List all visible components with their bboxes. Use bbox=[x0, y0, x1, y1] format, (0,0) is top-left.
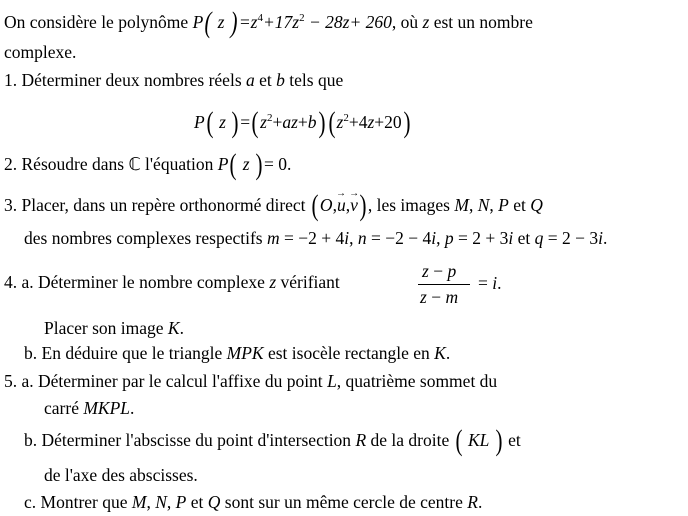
question-5a-line-1: 5. a. Déterminer par le calcul l'affixe du point L, quatrième sommet du bbox=[4, 371, 498, 391]
fraction-equation: z − p = i. z − m bbox=[420, 261, 502, 307]
question-5a-line-2: carré MKPL. bbox=[44, 398, 135, 418]
question-5c: c. Montrer que M, N, P et Q sont sur un même cercle de centre R. bbox=[24, 492, 483, 512]
intro-line-2: complexe. bbox=[4, 42, 77, 62]
question-4a: 4. a. Déterminer le nombre complexe z vérifiant bbox=[4, 272, 340, 292]
question-1: 1. Déterminer deux nombres réels a et b tels que bbox=[4, 70, 344, 90]
question-4a-place: Placer son image K. bbox=[44, 318, 184, 338]
question-5b-line-1: b. Déterminer l'abscisse du point d'intersection R de la droite ( KL ) et bbox=[24, 424, 521, 457]
polynomial-definition: P( z )$=z^4+17z^2 - 28z+ 260$ bbox=[192, 6, 392, 39]
question-4b: b. En déduire que le triangle MPK est isocèle rectangle en K. bbox=[24, 343, 451, 363]
factorization-formula: P( z )$=(z^2+az+b)$ $(z^2+4z+20)$ bbox=[194, 106, 411, 139]
question-3-line-2: des nombres complexes respectifs m = −2 + 4i, n = −2 − 4i, p = 2 + 3i et q = 2 − 3i. bbox=[24, 228, 608, 248]
question-3-line-1: 3. Placer, dans un repère orthonormé direct (O,u →,v →), les images M, N, P et Q bbox=[4, 195, 543, 216]
intro-text: On considère le polynôme bbox=[4, 12, 189, 32]
question-5b-line-2: de l'axe des abscisses. bbox=[44, 465, 198, 485]
complex-set-symbol: ℂ bbox=[128, 155, 141, 175]
intro-line-1: On considère le polynôme P( z )$=z^4+17z^2 - 28z+ 260$, où z est un nombre bbox=[4, 6, 533, 39]
question-2: 2. Résoudre dans ℂ l'équation P( z )= 0. bbox=[4, 148, 292, 181]
